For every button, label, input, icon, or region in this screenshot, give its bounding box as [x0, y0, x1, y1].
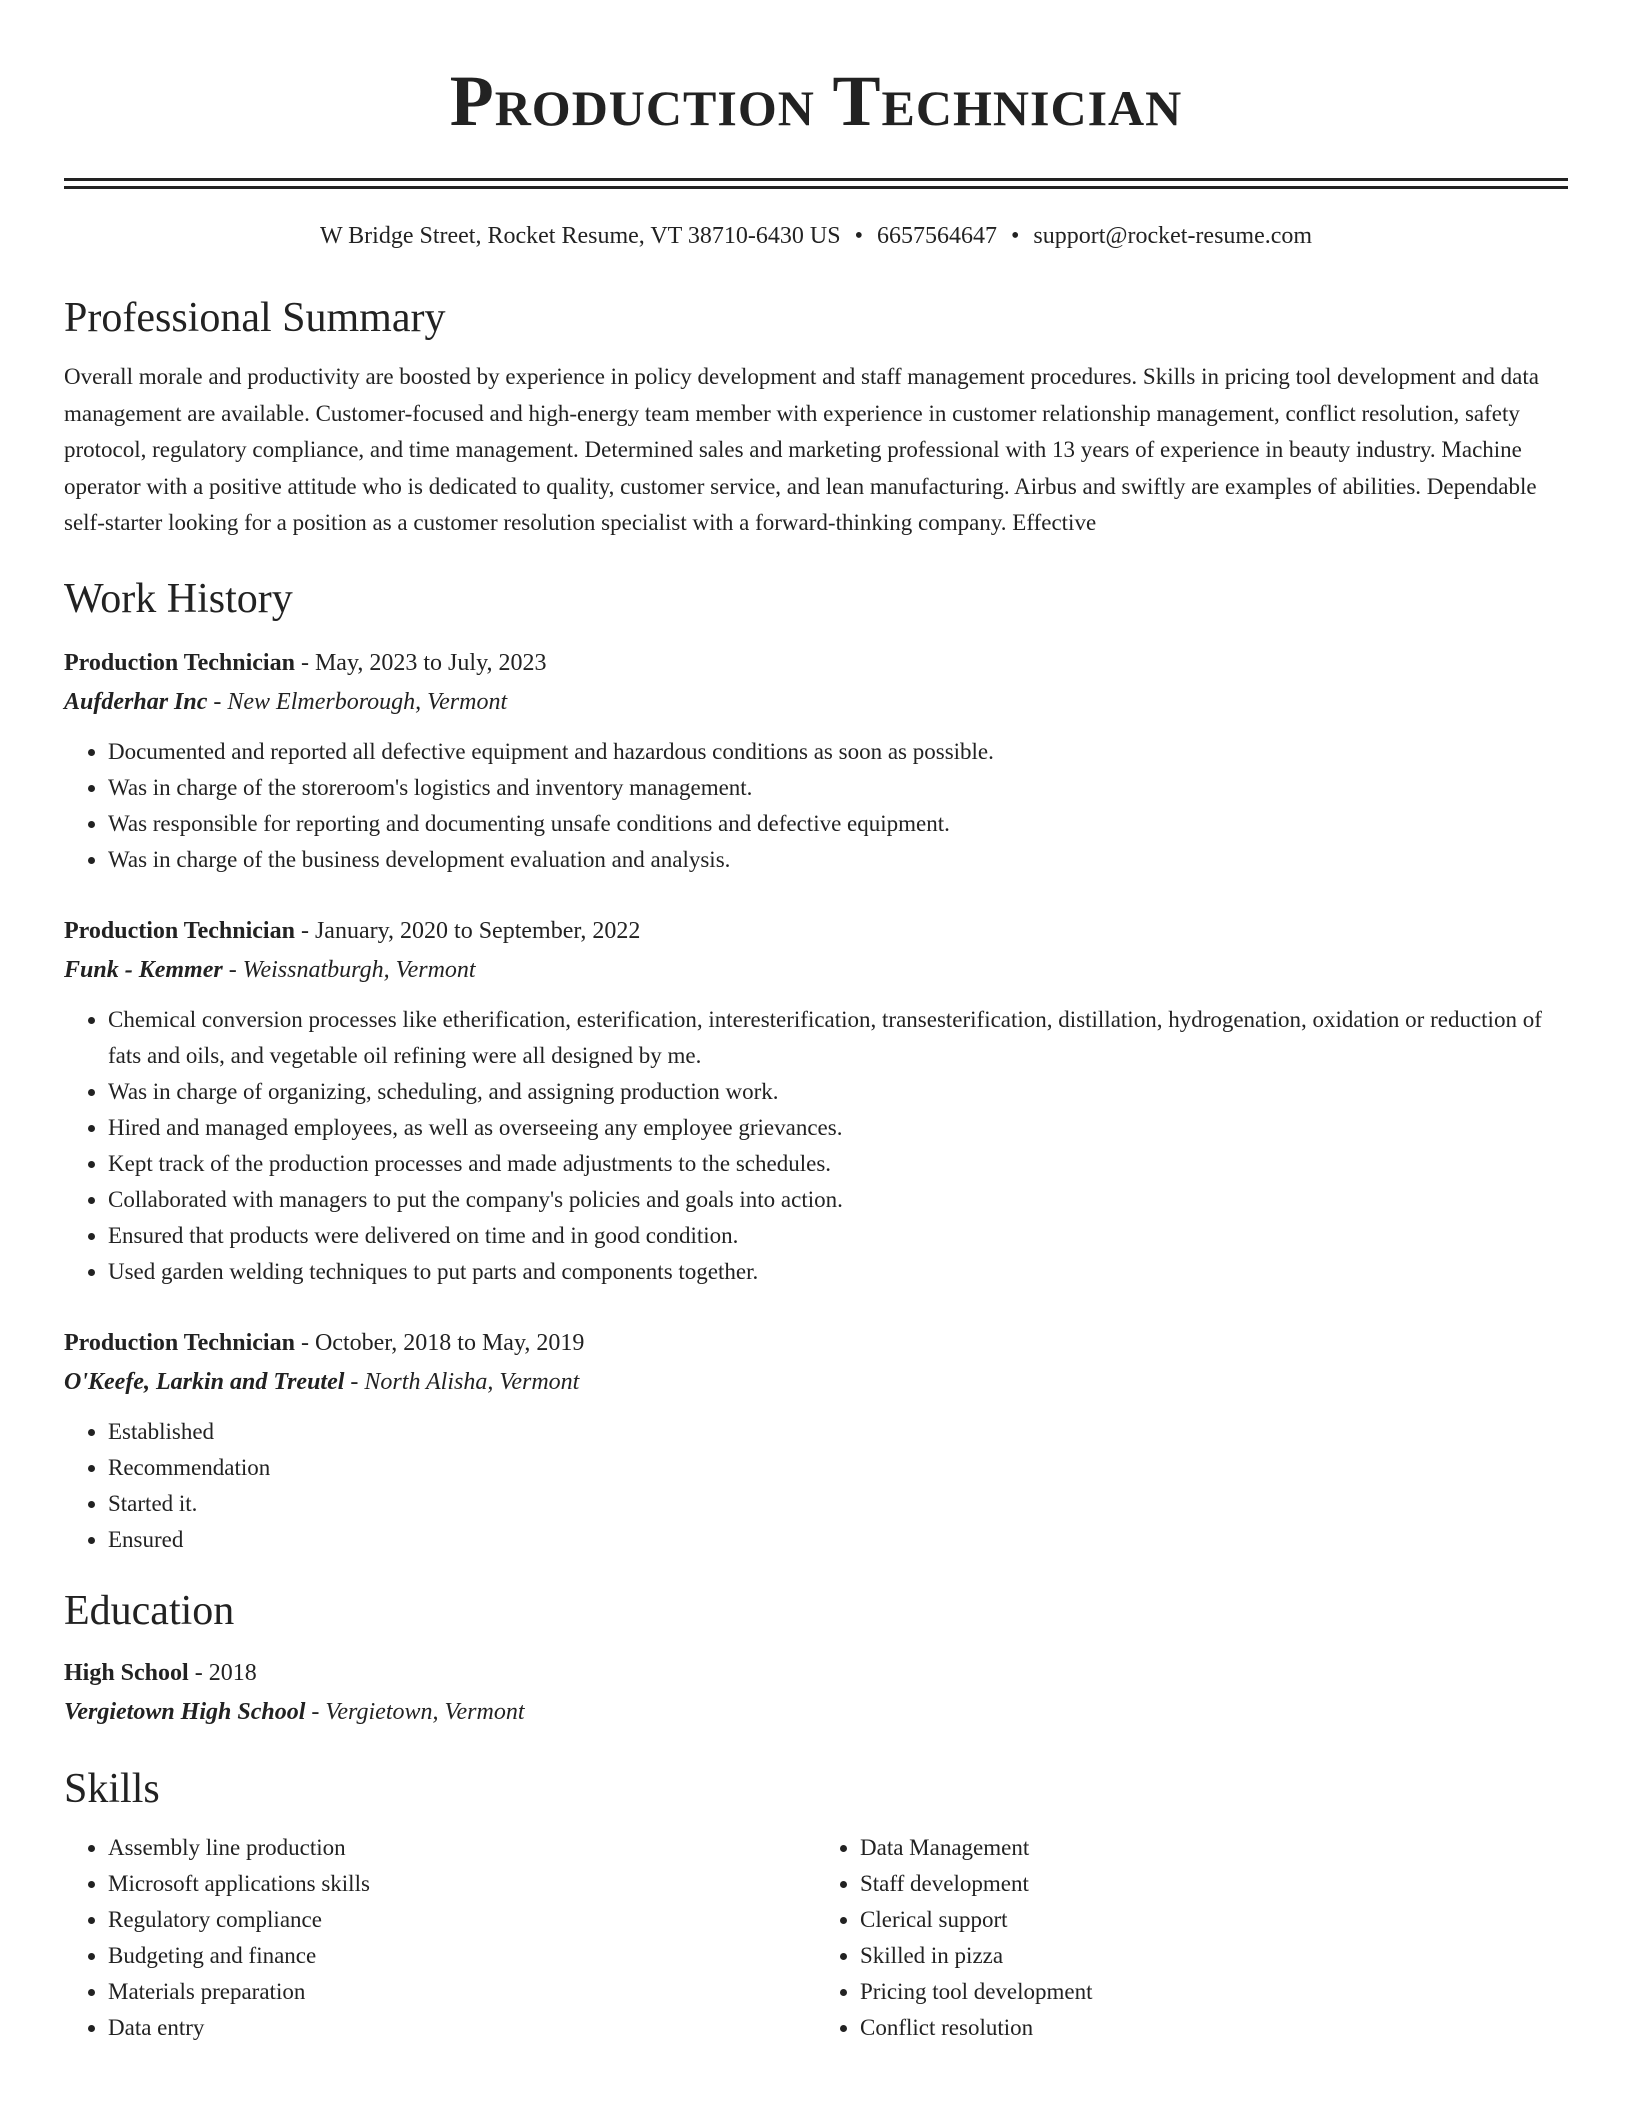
skills-right-list	[816, 1830, 1568, 2046]
job-title-line	[64, 1324, 1568, 1363]
job-company-line	[64, 1363, 1568, 1402]
list-item: • Data entry	[108, 2010, 816, 2046]
list-item: • Conflict resolution	[860, 2010, 1568, 2046]
list-item: • Chemical conversion processes like etherification, esterification, interesterification, transesterification, distillation, hydrogenation, oxidation or reduction of fats and oils, and vegetable oil refining were all designed by me.	[108, 1002, 1568, 1074]
summary-text: Overall morale and productivity are boosted by experience in policy development and staff management procedures. Skills in pricing tool development and data management are available. Customer-focused and high-energy team member with experience in customer relationship management, conflict resolution, safety protocol, regulatory compliance, and time management. Determined sales and marketing professional with 13 years of experience in beauty industry. Machine operator with a positive attitude who is dedicated to quality, customer service, and lean manufacturing. Airbus and swiftly are examples of abilities. Dependable self-starter looking for a position as a customer resolution specialist with a forward-thinking company. Effective	[64, 364, 1539, 535]
list-item: • Budgeting and finance	[108, 1938, 816, 1974]
skills-columns	[64, 1830, 1568, 2046]
job-entry	[64, 1324, 1568, 1558]
list-item: • Kept track of the production processes and made adjustments to the schedules.	[108, 1146, 1568, 1182]
list-item: • Recommendation	[108, 1450, 1568, 1486]
list-item: • Collaborated with managers to put the company's policies and goals into action.	[108, 1182, 1568, 1218]
list-item: • Pricing tool development	[860, 1974, 1568, 2010]
list-item: • Hired and managed employees, as well as overseeing any employee grievances.	[108, 1110, 1568, 1146]
job-title: Production Technician	[64, 649, 295, 676]
job-dates: October, 2018 to May, 2019	[314, 1329, 585, 1356]
list-item: • Was in charge of the storeroom's logistics and inventory management.	[108, 770, 1568, 806]
dash: -	[222, 956, 243, 983]
list-item: • Was in charge of organizing, scheduling, and assigning production work.	[108, 1074, 1568, 1110]
contact-phone: 6657564647	[876, 223, 997, 249]
summary-heading: Professional Summary	[64, 295, 446, 341]
bullet-separator: •	[1010, 223, 1020, 249]
job-company: Aufderhar Inc	[64, 688, 208, 715]
education-entry	[64, 1654, 1568, 1732]
list-item: • Ensured that products were delivered on time and in good condition.	[108, 1218, 1568, 1254]
job-bullets	[64, 734, 1568, 878]
list-item: • Used garden welding techniques to put parts and components together.	[108, 1254, 1568, 1290]
title-double-rule	[64, 178, 1568, 189]
list-item: • Materials preparation	[108, 1974, 816, 2010]
education-school-line	[64, 1693, 1568, 1732]
education-heading: Education	[64, 1587, 235, 1634]
job-title: Production Technician	[64, 1329, 295, 1356]
dash: -	[344, 1368, 365, 1395]
work-history-heading: Work History	[64, 575, 293, 622]
list-item: • Clerical support	[860, 1902, 1568, 1938]
job-location: New Elmerborough, Vermont	[227, 688, 508, 715]
job-location: Weissnatburgh, Vermont	[242, 956, 476, 983]
list-item: • Started it.	[108, 1486, 1568, 1522]
list-item: • Ensured	[108, 1522, 1568, 1558]
job-bullets	[64, 1414, 1568, 1558]
skills-left-list	[64, 1830, 816, 2046]
list-item: • Was in charge of the business development evaluation and analysis.	[108, 842, 1568, 878]
job-location: North Alisha, Vermont	[364, 1368, 580, 1395]
job-company-line	[64, 951, 1568, 990]
bullet-separator: •	[854, 223, 863, 249]
job-dates: January, 2020 to September, 2022	[314, 917, 641, 944]
dash: -	[294, 917, 315, 944]
dash: -	[294, 649, 315, 676]
job-title: Production Technician	[64, 917, 295, 944]
job-company: O'Keefe, Larkin and Treutel	[64, 1368, 345, 1395]
list-item: • Documented and reported all defective equipment and hazardous conditions as soon as possible.	[108, 734, 1568, 770]
list-item: • Regulatory compliance	[108, 1902, 816, 1938]
dash: -	[207, 688, 228, 715]
resume-title: Production Technician	[449, 61, 1183, 141]
job-title-line	[64, 644, 1568, 683]
education-degree-line	[64, 1654, 1568, 1693]
job-dates: May, 2023 to July, 2023	[314, 649, 547, 676]
contact-line	[64, 219, 1568, 253]
job-company: Funk - Kemmer	[64, 956, 223, 983]
contact-email: support@rocket-resume.com	[1033, 223, 1313, 249]
job-bullets	[64, 1002, 1568, 1290]
list-item: • Skilled in pizza	[860, 1938, 1568, 1974]
list-item: • Staff development	[860, 1866, 1568, 1902]
education-degree: High School	[64, 1659, 189, 1686]
list-item: • Microsoft applications skills	[108, 1866, 816, 1902]
job-entry	[64, 912, 1568, 1290]
dash: -	[188, 1659, 209, 1686]
job-entry	[64, 644, 1568, 878]
education-school: Vergietown High School	[64, 1698, 306, 1725]
job-company-line	[64, 683, 1568, 722]
dash: -	[294, 1329, 315, 1356]
dash: -	[305, 1698, 326, 1725]
list-item: • Was responsible for reporting and documenting unsafe conditions and defective equipment.	[108, 806, 1568, 842]
education-location: Vergietown, Vermont	[325, 1698, 525, 1725]
list-item: • Established	[108, 1414, 1568, 1450]
contact-address: W Bridge Street, Rocket Resume, VT 38710-6430 US	[319, 223, 841, 249]
education-year: 2018	[208, 1659, 257, 1686]
skills-heading: Skills	[64, 1765, 160, 1812]
job-title-line	[64, 912, 1568, 951]
list-item: • Data Management	[860, 1830, 1568, 1866]
list-item: • Assembly line production	[108, 1830, 816, 1866]
